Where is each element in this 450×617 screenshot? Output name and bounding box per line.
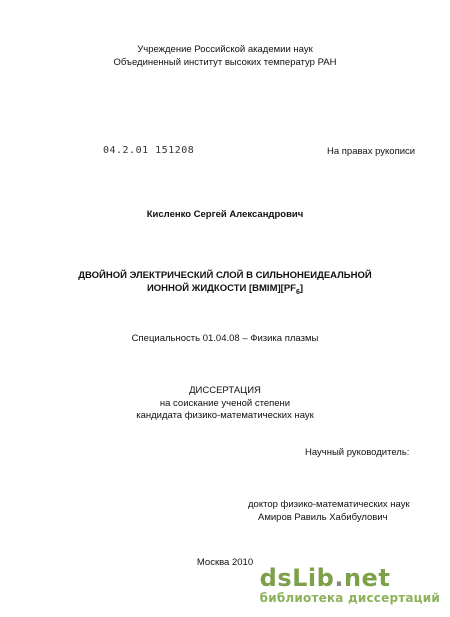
dissertation-heading: ДИССЕРТАЦИЯ xyxy=(189,385,261,396)
watermark-logo-tld: net xyxy=(343,564,391,592)
supervisor-label: Научный руководитель: xyxy=(305,447,410,458)
dslib-watermark xyxy=(260,565,440,605)
manuscript-rights-label: На правах рукописи xyxy=(327,146,416,157)
degree-line-1: на соискание ученой степени xyxy=(159,398,291,409)
degree-line-2: кандидата физико-математических наук xyxy=(136,410,314,421)
institution-line-2: Объединенный институт высоких температур РАН xyxy=(113,57,337,68)
watermark-logo xyxy=(260,565,440,591)
title-line-2-prefix: ИОННОЙ ЖИДКОСТИ [BMIM][PF xyxy=(146,283,296,294)
supervisor-name: Амиров Равиль Хабибулович xyxy=(258,512,388,523)
watermark-logo-main: dsLib xyxy=(259,564,335,592)
watermark-logo-dot: . xyxy=(334,564,344,592)
title-line-2-suffix: ] xyxy=(299,283,304,294)
author-name: Кисленко Сергей Александрович xyxy=(146,209,304,220)
specialty: Специальность 01.04.08 – Физика плазмы xyxy=(131,333,319,344)
watermark-subtitle: библиотека диссертаций xyxy=(259,591,440,605)
institution-line-1: Учреждение Российской академии наук xyxy=(137,44,313,55)
city-year: Москва 2010 xyxy=(196,557,254,568)
registration-stamp-number: 04.2.01 151208 xyxy=(103,145,195,156)
title-line-2 xyxy=(0,283,450,299)
title-line-2-subscript: 6 xyxy=(295,288,300,296)
supervisor-degree: доктор физико-математических наук xyxy=(248,499,410,510)
title-line-1: ДВОЙНОЙ ЭЛЕКТРИЧЕСКИЙ СЛОЙ В СИЛЬНОНЕИДЕАЛЬНОЙ xyxy=(78,270,372,281)
